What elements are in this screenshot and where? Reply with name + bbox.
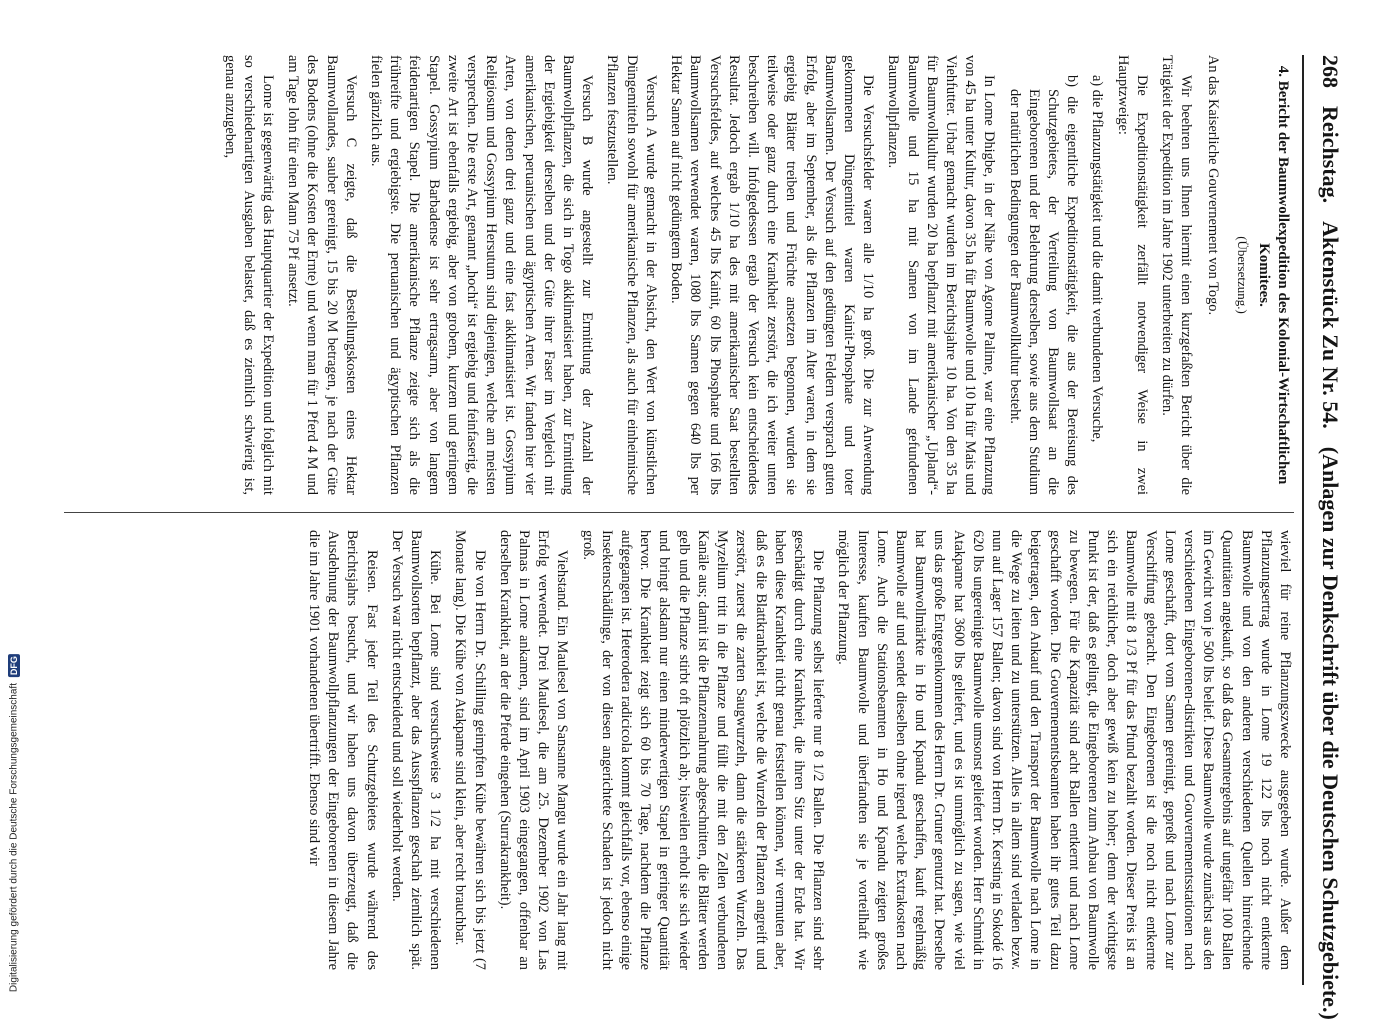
paragraph: Versuch A wurde gemacht in der Absicht, den Wert von künstlichen Düngemitteln sowohl für amerikanische Pflanzen, als auch für einheimische Pflanzen festzustellen. bbox=[604, 55, 659, 495]
page-number: 268 bbox=[1318, 55, 1343, 88]
section-subtitle: (Übersetzung.) bbox=[1234, 236, 1250, 314]
paragraph: Die Versuchsfelder waren alle 1/10 ha groß. Die zur Anwendung gekommenen Düngemittel waren Kainit-Phosphate und toter Baumwollsamen. Der Versuch auf den gedüngten Feldern versprach guten Erfolg, aber im September, als die Pflanzen im Alter waren, in dem sie ergiebig Blätter treiben und Früchte ansetzen begonnen, wurden sie teilweise oder ganz durch eine Krankheit zerstört, die ich weiter unten beschreiben will. Infolgedessen ergab der Versuch kein entscheidendes Resultat. Jedoch ergab 1/10 ha des mit amerikanischer Saat bestellten Versuchsfeldes, auf welches 45 lbs Kainit, 60 lbs Phosphate und 166 lbs Baumwollsamen verwendet waren, 1080 lbs Samen gegen 640 lbs per Hektar Samen auf nicht gedüngtem Boden. bbox=[668, 55, 877, 495]
digitization-credit bbox=[8, 654, 20, 992]
paragraph: Kühe. Bei Lome sind versuchsweise 3 1/2 ha mit verschiedenen Baumwollsorten bepflanzt, aber das Ausspflanzen geschah ziemlich spät. Der Versuch war nicht entscheidend und soll wiederholt werden. bbox=[388, 530, 444, 970]
dfg-logo: DFG bbox=[9, 655, 19, 675]
paragraph: In Lome Dhigbe, in der Nähe von Agome Palime, war eine Pflanzung von 45 ha unter Kultur, davon 35 ha für Baumwolle und 10 ha für Mais und Viehfutter. Urbar gemacht wurden im Berichtsjahre 10 ha. Von den 35 ha für Baumwollkultur wurden 20 ha bepflanzt mit amerikanischer „Upland“-Baumwolle und 15 ha mit Samen von im Lande gefundenen Baumwollpflanzen. bbox=[885, 55, 998, 495]
header-subtitle: (Anlagen zur Denkschrift über die Deutschen Schutzgebiete.) bbox=[1318, 446, 1343, 1020]
paragraph: Die Expeditionstätigkeit zerfällt notwendiger Weise in zwei Hauptzweige: bbox=[1114, 55, 1150, 495]
left-column bbox=[64, 55, 1294, 495]
right-column bbox=[64, 530, 1294, 970]
header-left: Reichstag. bbox=[1318, 106, 1343, 204]
paragraph: wieviel für reine Pflanzungszwecke ausgegeben wurde. Außer dem Pflanzungsertrag wurde in Lome 19 122 lbs noch nicht entkernte Baumwolle und von den anderen verschiedenen Quellen hinreichende Quantitäten angekauft, so daß das Gesamtergebnis auf ungefähr 100 Ballen im Gewicht von je 500 lbs belief. Diese Baumwolle wurde zunächst aus den verschiedenen Eingeborenen-distrikten und Gouvernementsstationen nach Lome geschafft, dort vom Samen gereinigt, gepreßt und nach Lome zur Verschiffung gebracht. Den Eingeborenen ist die noch nicht entkernte Baumwolle mit 8 1/3 Pf für das Pfund bezahlt worden. Dieser Preis ist an sich ein reichlicher, doch aber gewiß kein zu hoher; denn der wichtigste Punkt ist der, daß es gelingt, die Eingeborenen zum Anbau von Baumwolle zu bewegen. Für die Kapazität sind acht Ballen entkernt und nach Lome geschafft worden. Die Gouvernementsbeamten haben ihr gutes Teil dazu beigetragen, den Ankauf und den Transport der Baumwolle nach Lome in die Wege zu leiten und zu unterstützen. Alles in allem sind verladen bezw. nun auf Lager 157 Ballen; davon sind von Herrn Dr. Kersting in Sokodé 16 620 lbs ungereinigte Baumwolle umsonst geliefert worden. Herr Schmidt in Atakpame hat 3600 lbs geliefert, und es ist unmöglich zu sagen, wie viel uns das große Entgegenkommen des Herrn Dr. Gruner genutzt hat. Derselbe hat Baumwollmärkte in Ho und Kpandu geschaffen, kauft regelmäßig Baumwolle auf und sendet dieselben ohne irgend welche Extrakosten nach Lome. Auch die Stationsbeamten in Ho und Kpandu zeigten großes Interesse, kauften Baumwolle und überfandten sie je vorteilhaft wie möglich der Pflanzung. bbox=[835, 530, 1293, 970]
header-title: Aktenstück Zu Nr. 54. bbox=[1318, 221, 1343, 429]
section-title: 4. Bericht der Baumwollexpedition des Kolonial-Wirtschaftlichen Komitees. bbox=[1255, 65, 1291, 485]
paragraph: Viehstand. Ein Maulesel von Sansanne Mangu wurde ein Jahr lang mit Erfolg verwendet. Drei Maulesel, die am 25. Dezember 1902 von Las Palmas in Lome ankamen, sind im April 1903 eingegangen, offenbar an derselben Krankheit, an der die Pferde eingehen (Surrakrankheit). bbox=[496, 530, 571, 970]
document-page bbox=[50, 55, 1350, 1020]
paragraph: Versuch C zeigte, daß die Bestellungskosten eines Hektar Baumwollandes, sauber gereinigt, 15 bis 20 M betragen, je nach der Güte des Bodens (ohne die Kosten der Ernte) und wenn man für 1 Pferd 4 M und am Tage lohn für einen Mann 75 Pf ansetzt. bbox=[285, 55, 359, 495]
page-header bbox=[1310, 55, 1350, 1020]
header-rule bbox=[1302, 55, 1304, 985]
paragraph: Die von Herrn Dr. Schilling geimpften Kühe bewähren sich bis jetzt (7 Monate lang). Die Kühe von Atakpame sind klein, aber recht brauchbar. bbox=[452, 530, 488, 970]
column-divider bbox=[64, 512, 1294, 513]
list-item: b) die eigentliche Expeditionstätigkeit, die aus der Bereisung des Schutzgebietes, der Verteilung von Baumwollsaat an die Eingeborenen und der Belehrung derselben, sowie aus dem Studium der natürlichen Bedingungen der Baumwollkultur besteht. bbox=[1006, 75, 1081, 495]
paragraph: Reisen. Fast jeder Teil des Schutzgebietes wurde während des Berichtsjahrs besucht, und wir haben uns davon überzeugt, daß die Ausdehnung der Baumwollpflanzungen der Eingeborenen in diesem Jahre die im Jahre 1901 vorhandenen übertrifft. Ebenso sind wir bbox=[306, 530, 380, 970]
list-item: a) die Pflanzungstätigkeit und die damit verbundenen Versuche, bbox=[1089, 75, 1106, 443]
paragraph: Lome ist gegenwärtig das Hauptquartier der Expedition und folglich mit so verschiedenartigen Ausgaben belastet, daß es ziemlich schwierig ist, genau anzugeben, bbox=[221, 55, 277, 495]
addressee: An das Kaiserliche Gouvernement von Togo. bbox=[1205, 55, 1222, 316]
paragraph: Die Pflanzung selbst lieferte nur 8 1/2 Ballen. Die Pflanzen sind sehr geschädigt durch eine Krankheit, die ihren Sitz unter der Erde hat. Wir haben diese Krankheit nicht genau feststellen können, wir vermuten aber, daß es die Blattkrankheit ist, welche die Wurzeln der Pflanzen angreift und zerstört, zuerst die zarten Saugwurzeln, dann die stärkeren Wurzeln. Das Myzelium tritt in die Pflanze und füllt die mit den Zellen verbundenen Kanäle aus; damit ist die Pflanzennahrung abgeschnitten, die Blätter werden gelb und die Pflanze stirbt oft plötzlich ab; bisweilen erholt sie sich wieder und bringt alsdann nur einen minderwertigen Stapel in geringer Quantität hervor. Die Krankheit zeigt sich 60 bis 70 Tage, nachdem die Pflanze aufgegangen ist. Heterodera radicicola kommt gleichfalls vor, ebenso einige Insektenschädlinge, der von diesen angerichtete Schaden ist jedoch nicht groß. bbox=[579, 530, 827, 970]
paragraph: Versuch B wurde angestellt zur Ermittlung der Anzahl der Baumwollpflanzen, die sich in Togo akklimatisiert haben, zur Ermittlung der Ergiebigkeit derselben und der Güte ihrer Faser im Vergleich mit amerikanischen, peruanischen und ägyptischen Arten. Wir fanden hier vier Arten, von denen drei ganz und eine fast akklimatisiert ist. Gossypium Religiosum und Gossypium Hersutum sind diejenigen, welche am meisten versprechen. Die erste Art, genannt „hochi“ ist ergiebig und feinfaserig, die zweite Art ist ebenfalls ergiebig, aber von grobem, kurzem und geringem Stapel. Gossypium Barbadense ist sehr ertragsarm, aber von langem feidenartigen Stapel. Die amerikanische Pflanze zeigte sich als die frühreifte und ergiebigste. Die peruanischen und ägyptischen Pflanzen fielen gänzlich aus. bbox=[368, 55, 596, 495]
credit-text: Digitalisierung gefördert durch die Deutsche Forschungsgemeinschaft bbox=[8, 682, 20, 992]
paragraph: Wir beehren uns Ihnen hiermit einen kurzgefaßten Bericht über die Tätigkeit der Expedition im Jahre 1902 unterbreiten zu dürfen. bbox=[1158, 55, 1195, 495]
